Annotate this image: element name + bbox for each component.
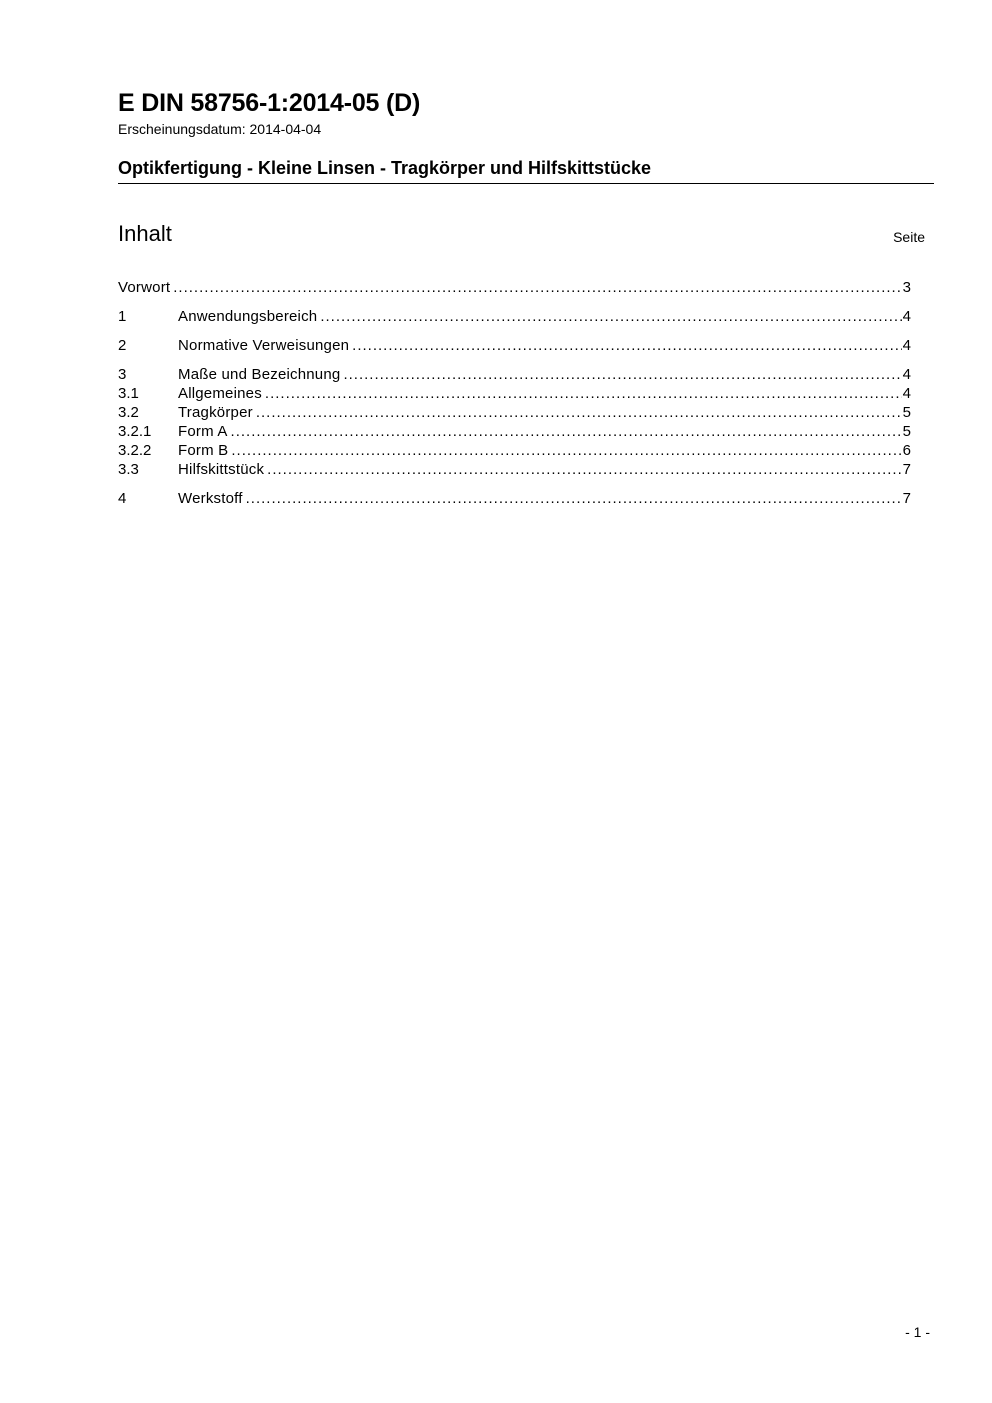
- title-divider: [118, 183, 934, 184]
- toc-dot-leader: [343, 365, 901, 384]
- toc-entry-3-2[interactable]: [118, 403, 911, 422]
- toc-heading: Inhalt: [118, 221, 172, 246]
- toc-entry-page: 5: [902, 404, 911, 421]
- toc-entry-title: Normative Verweisungen: [178, 337, 350, 354]
- toc-entry-3-2-1[interactable]: [118, 422, 911, 441]
- toc-dot-leader: [265, 384, 902, 403]
- toc-entry-number: 1: [118, 308, 127, 325]
- toc-dot-leader: [320, 307, 901, 326]
- toc-dot-leader: [231, 441, 901, 460]
- toc-entry-3-1[interactable]: [118, 384, 911, 403]
- toc-entry-number: 3.2.1: [118, 423, 152, 440]
- publication-date: Erscheinungsdatum: 2014-04-04: [118, 121, 322, 137]
- toc-entry-4[interactable]: [118, 489, 911, 508]
- toc-entry-page: 5: [902, 423, 911, 440]
- toc-entry-number: 4: [118, 490, 127, 507]
- document-number: E DIN 58756-1:2014-05 (D): [118, 89, 421, 117]
- toc-entry-page: 3: [902, 279, 911, 296]
- toc-dot-leader: [352, 336, 902, 355]
- toc-entry-page: 4: [902, 385, 911, 402]
- toc-entry-page: 7: [902, 490, 911, 507]
- toc-entry-title: Allgemeines: [178, 385, 262, 402]
- toc-dot-leader: [173, 278, 901, 297]
- toc-entry-3-3[interactable]: [118, 460, 911, 479]
- toc-entry-title: Anwendungsbereich: [178, 308, 318, 325]
- toc-entry-number: 3.2: [118, 404, 139, 421]
- page-number: - 1 -: [905, 1324, 930, 1340]
- toc-entry-number: 3.1: [118, 385, 139, 402]
- toc-dot-leader: [267, 460, 902, 479]
- toc-page-column-label: Seite: [893, 229, 925, 245]
- table-of-contents: [118, 278, 911, 508]
- toc-entry-title: Hilfskittstück: [178, 461, 265, 478]
- toc-entry-page: 4: [902, 366, 911, 383]
- toc-entry-1[interactable]: [118, 307, 911, 326]
- document-title: Optikfertigung - Kleine Linsen - Tragkörper und Hilfskittstücke: [118, 158, 652, 178]
- toc-entry-3[interactable]: [118, 365, 911, 384]
- toc-entry-title: Form B: [178, 442, 229, 459]
- toc-dot-leader: [246, 489, 902, 508]
- toc-entry-title: Werkstoff: [178, 490, 243, 507]
- toc-dot-leader: [256, 403, 902, 422]
- toc-entry-title: Form A: [178, 423, 228, 440]
- toc-entry-page: 4: [902, 308, 911, 325]
- toc-entry-page: 4: [902, 337, 911, 354]
- toc-entry-number: 3.3: [118, 461, 139, 478]
- toc-entry-page: 6: [902, 442, 911, 459]
- toc-dot-leader: [231, 422, 902, 441]
- toc-entry-title: Maße und Bezeichnung: [178, 366, 341, 383]
- toc-entry-page: 7: [902, 461, 911, 478]
- toc-entry-vorwort[interactable]: [118, 278, 911, 297]
- toc-entry-title: Tragkörper: [178, 404, 253, 421]
- toc-entry-number: 3: [118, 366, 127, 383]
- toc-entry-title: Vorwort: [118, 279, 171, 296]
- toc-entry-number: 2: [118, 337, 127, 354]
- toc-entry-number: 3.2.2: [118, 442, 152, 459]
- toc-entry-2[interactable]: [118, 336, 911, 355]
- toc-entry-3-2-2[interactable]: [118, 441, 911, 460]
